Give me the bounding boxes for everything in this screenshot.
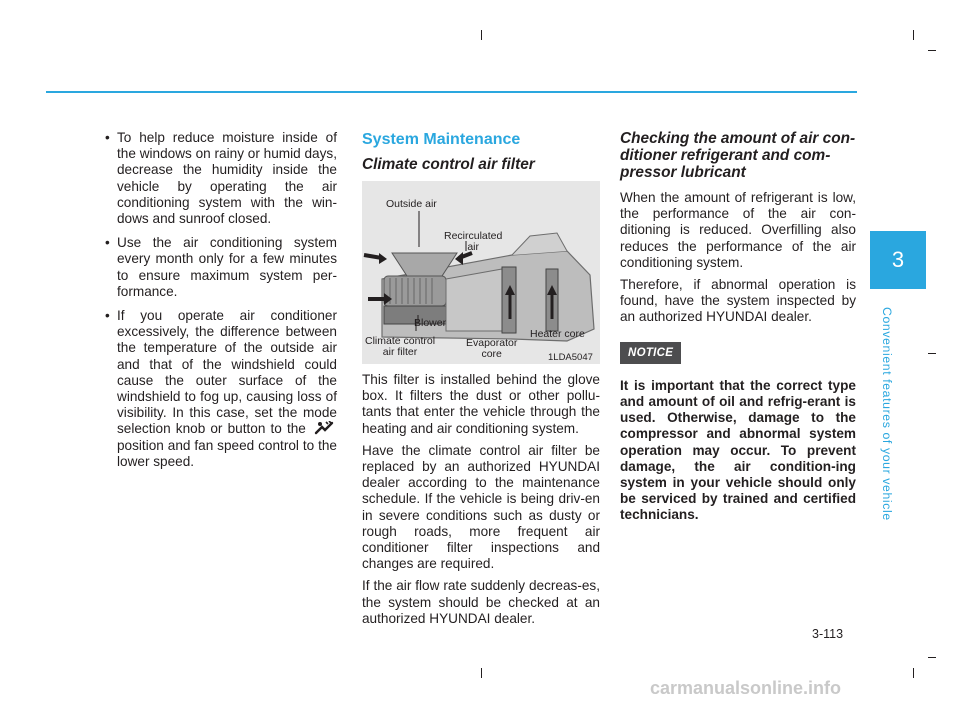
crop-mark <box>928 657 936 658</box>
air-filter-figure <box>362 181 600 364</box>
list-item: • Use the air conditioning system every month only for a few minutes to ensure maximum system per-formance. <box>104 235 337 300</box>
crop-mark <box>481 668 482 678</box>
subsection-title: Checking the amount of air con-ditioner refrigerant and com-pressor lubricant <box>620 130 856 181</box>
paragraph: When the amount of refrigerant is low, the performance of the air con-ditioning is reduced. Overfilling also reduces the performance of the air conditioning system. <box>620 190 856 270</box>
crop-mark <box>913 668 914 678</box>
list-item-text: If you operate air conditioner excessively, the difference between the temperature of the outside air and that of the windshield could cause the outer surface of the windshield to fog up, causing loss of visibility. In this case, set the mode selection knob or button to the <box>117 308 337 437</box>
list-item <box>104 308 337 470</box>
chapter-number: 3 <box>891 247 905 272</box>
figure-label-outside-air: Outside air <box>386 198 437 210</box>
column-right <box>620 130 856 530</box>
notice-badge: NOTICE <box>620 342 681 364</box>
chapter-tab <box>870 231 926 289</box>
paragraph: Have the climate control air filter be replaced by an authorized HYUNDAI dealer according to the maintenance schedule. If the vehicle is being driv-en in severe conditions such as dusty or rough roads, more frequent air conditioner filter inspections and changes are required. <box>362 442 600 572</box>
chapter-title: Convenient features of your vehicle <box>880 307 894 521</box>
column-middle <box>362 130 600 633</box>
figure-label-heater-core: Heater core <box>530 328 585 340</box>
floor-defrost-mode-icon <box>313 421 335 435</box>
figure-label-filter: Climate control air filter <box>365 335 436 358</box>
list-item: • To help reduce moisture inside of the windows on rainy or humid days, decrease the humidity inside the vehicle by operating the air conditioning system with the win-dows and sunroof closed. <box>104 130 337 227</box>
figure-label-evaporator: Evaporator core <box>466 337 518 360</box>
paragraph: Therefore, if abnormal operation is found, have the system inspected by an authorized HYUNDAI dealer. <box>620 277 856 325</box>
header-rule <box>46 91 857 93</box>
tips-list <box>104 130 337 470</box>
column-left <box>104 130 337 478</box>
notice-text: It is important that the correct type and amount of oil and refrig-erant is used. Otherwise, damage to the compressor and abnormal system operation may occur. To prevent damage, the air condition-ing system in your vehicle should only be serviced by trained and certified technicians. <box>620 377 856 523</box>
crop-mark <box>928 353 936 354</box>
paragraph: If the air flow rate suddenly decreas-es, the system should be checked at an authorized HYUNDAI dealer. <box>362 578 600 626</box>
paragraph: This filter is installed behind the glove box. It filters the dust or other pollu-tants that enter the vehicle through the heating and air conditioning system. <box>362 372 600 436</box>
figure-code: 1LDA5047 <box>548 352 593 363</box>
crop-mark <box>928 50 936 51</box>
page-number: 3-113 <box>812 627 844 641</box>
crop-mark <box>913 30 914 40</box>
figure-label-recirculated-air: Recirculated air <box>444 230 503 253</box>
list-item-text-tail: position and fan speed control to the lower speed. <box>117 437 337 469</box>
subsection-title: Climate control air filter <box>362 156 535 173</box>
section-title: System Maintenance <box>362 131 521 148</box>
watermark: carmanualsonline.info <box>650 678 842 698</box>
figure-label-blower: Blower <box>414 317 447 329</box>
crop-mark <box>481 30 482 40</box>
